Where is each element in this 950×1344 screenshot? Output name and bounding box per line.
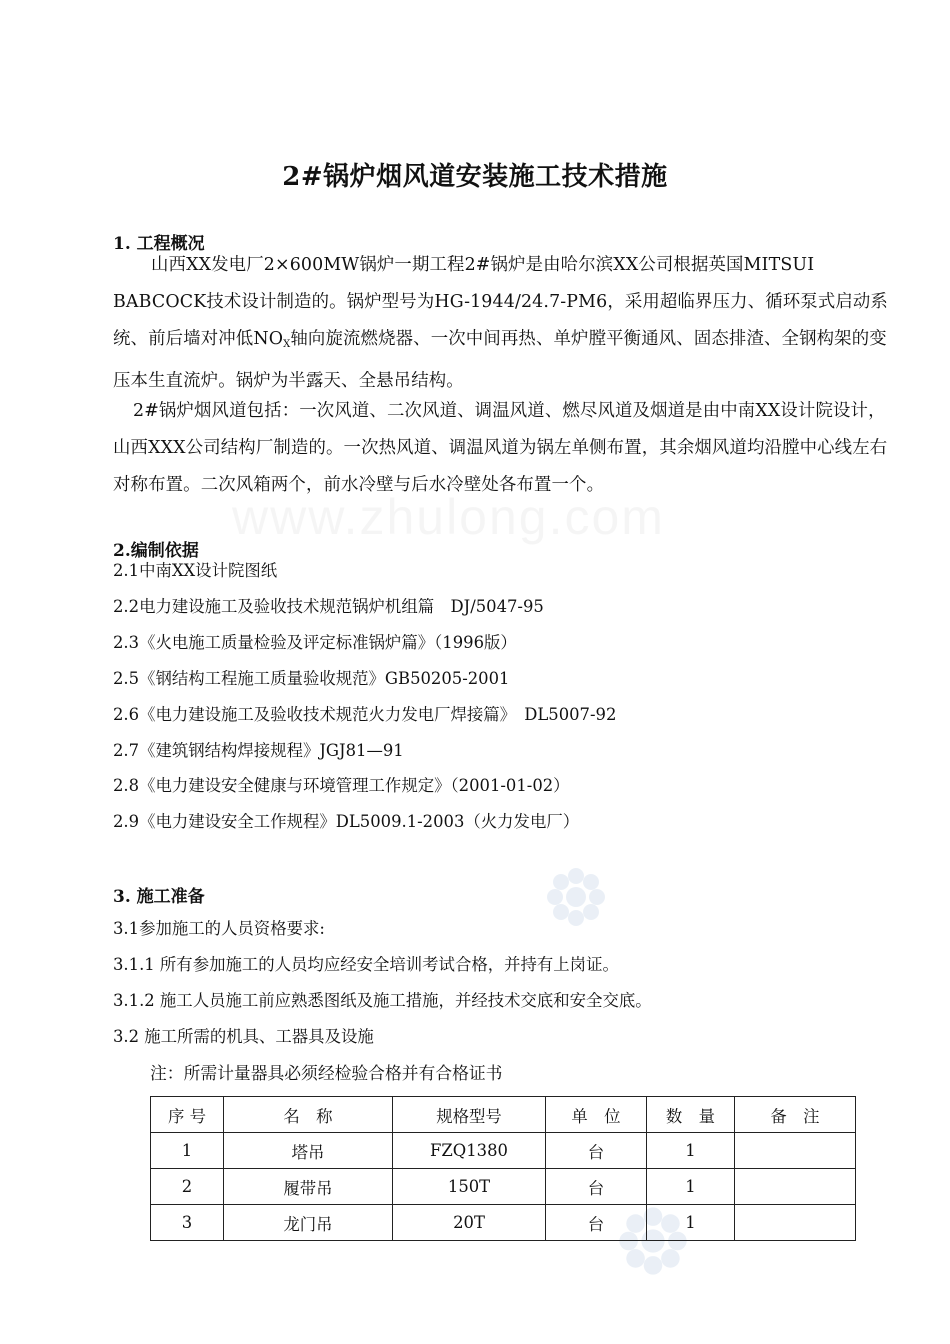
reference-item: 2.1中南XX设计院图纸 bbox=[113, 561, 278, 580]
table-cell: 龙门吊 bbox=[224, 1205, 393, 1241]
page-title: 2#锅炉烟风道安装施工技术措施 bbox=[282, 162, 668, 192]
section-2-heading: 2.编制依据 bbox=[113, 541, 199, 561]
reference-item: 2.6《电力建设施工及验收技术规范火力发电厂焊接篇》 DL5007-92 bbox=[113, 705, 617, 724]
table-cell bbox=[735, 1169, 856, 1205]
table-cell: 20T bbox=[393, 1205, 546, 1241]
table-cell: 1 bbox=[647, 1133, 735, 1169]
table-cell: 台 bbox=[546, 1205, 647, 1241]
paragraph-text: 轴向旋流燃烧器、一次中间再热、单炉膛平衡通风、固态排渣、全钢构架的变压本生直流炉。锅炉为半露天、全悬吊结构。 bbox=[113, 329, 887, 391]
table-cell: 2 bbox=[151, 1169, 224, 1205]
table-header-cell: 规格型号 bbox=[393, 1097, 546, 1133]
table-header-cell: 单 位 bbox=[546, 1097, 647, 1133]
reference-item: 2.5《钢结构工程施工质量验收规范》GB50205-2001 bbox=[113, 669, 510, 688]
table-header-cell: 名 称 bbox=[224, 1097, 393, 1133]
table-cell: 1 bbox=[647, 1205, 735, 1241]
section-3-heading: 3. 施工准备 bbox=[113, 887, 205, 907]
watermark-flower-icon bbox=[545, 866, 607, 928]
table-header-cell: 数 量 bbox=[647, 1097, 735, 1133]
section-1-heading: 1. 工程概况 bbox=[113, 234, 205, 254]
reference-item: 2.9《电力建设安全工作规程》DL5009.1-2003（火力发电厂） bbox=[113, 812, 580, 831]
table-row bbox=[151, 1169, 856, 1205]
reference-item: 2.7《建筑钢结构焊接规程》JGJ81—91 bbox=[113, 741, 404, 760]
table-cell: 1 bbox=[647, 1169, 735, 1205]
preparation-line: 3.1.1 所有参加施工的人员均应经安全培训考试合格，并持有上岗证。 bbox=[113, 955, 619, 974]
subscript-text: X bbox=[283, 339, 291, 350]
table-cell: 台 bbox=[546, 1169, 647, 1205]
table-cell: 1 bbox=[151, 1133, 224, 1169]
preparation-line: 3.2 施工所需的机具、工器具及设施 bbox=[113, 1027, 374, 1046]
table-cell: 150T bbox=[393, 1169, 546, 1205]
reference-item: 2.8《电力建设安全健康与环境管理工作规定》（2001-01-02） bbox=[113, 776, 570, 795]
reference-item: 2.3《火电施工质量检验及评定标准锅炉篇》（1996版） bbox=[113, 633, 517, 652]
table-cell: 台 bbox=[546, 1133, 647, 1169]
reference-item: 2.2电力建设施工及验收技术规范锅炉机组篇 DJ/5047-95 bbox=[113, 597, 544, 616]
table-cell bbox=[735, 1205, 856, 1241]
table-cell: FZQ1380 bbox=[393, 1133, 546, 1169]
table-row bbox=[151, 1133, 856, 1169]
section-1-paragraph-1 bbox=[113, 247, 895, 400]
table-header-cell: 备 注 bbox=[735, 1097, 856, 1133]
preparation-line: 3.1参加施工的人员资格要求: bbox=[113, 919, 325, 938]
table-cell: 履带吊 bbox=[224, 1169, 393, 1205]
preparation-line: 3.1.2 施工人员施工前应熟悉图纸及施工措施，并经技术交底和安全交底。 bbox=[113, 991, 652, 1010]
table-header-cell: 序 号 bbox=[151, 1097, 224, 1133]
equipment-table bbox=[150, 1096, 856, 1241]
table-cell: 塔吊 bbox=[224, 1133, 393, 1169]
table-cell: 3 bbox=[151, 1205, 224, 1241]
table-header-row bbox=[151, 1097, 856, 1133]
table-cell bbox=[735, 1133, 856, 1169]
paragraph-text: 山西XX发电厂2×600MW锅炉一期工程2#锅炉是由哈尔滨XX公司根据英国MITSUI BABCOCK技术设计制造的。锅炉型号为HG-1944/24.7-PM6，采用超临界压力、循环泵式启动系统、前后墙对冲低NO bbox=[113, 255, 888, 349]
equipment-note: 注：所需计量器具必须经检验合格并有合格证书 bbox=[150, 1063, 503, 1083]
table-row bbox=[151, 1205, 856, 1241]
section-1-paragraph-2: 2#锅炉烟风道包括：一次风道、二次风道、调温风道、燃尽风道及烟道是由中南XX设计院设计，山西XXX公司结构厂制造的。一次热风道、调温风道为锅左单侧布置，其余烟风道均沿膛中心线左右对称布置。二次风箱两个，前水冷壁与后水冷壁处各布置一个。 bbox=[113, 401, 888, 495]
